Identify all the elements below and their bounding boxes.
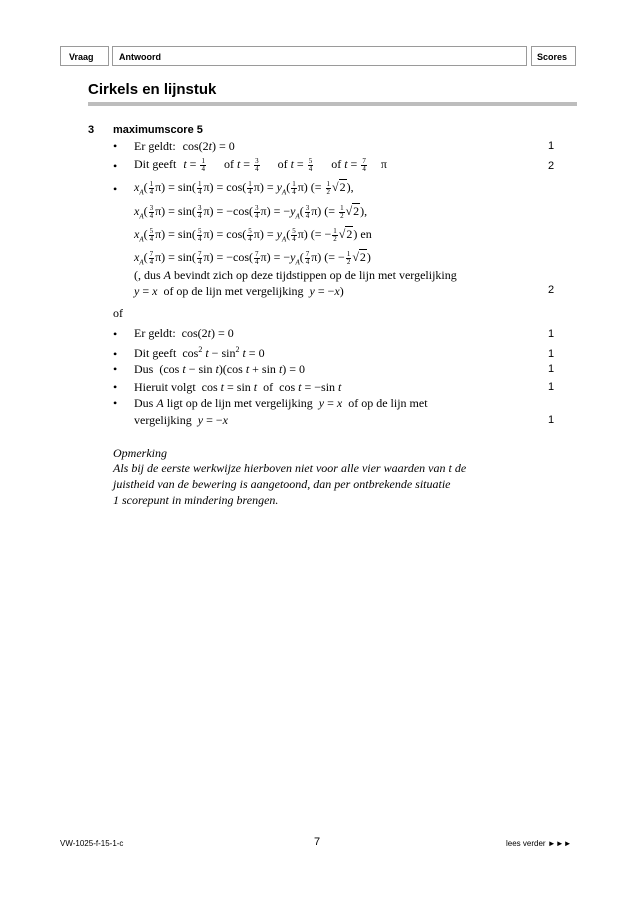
- bullet: •: [113, 159, 118, 173]
- bullet: •: [113, 396, 118, 410]
- title-rule: [88, 102, 577, 106]
- footer-continue: lees verder ►►►: [506, 839, 572, 848]
- header-antwoord: Antwoord: [112, 46, 527, 66]
- conclusion-line-1: (, dus A bevindt zich op deze tijdstippen op de lijn met vergelijking: [134, 268, 457, 282]
- alt-score-5: 1: [548, 414, 555, 426]
- alt-score-1: 1: [548, 328, 555, 340]
- alt-step-4: Hieruit volgt cos t = sin t of cos t = −sin t: [134, 380, 342, 394]
- alt-step-5-line-1: Dus A ligt op de lijn met vergelijking y = x of op de lijn met: [134, 396, 428, 410]
- alt-score-2: 1: [548, 348, 555, 360]
- bullet: •: [113, 380, 118, 394]
- remark-line-2: juistheid van de bewering is aangetoond, dan per ontbrekende situatie: [113, 477, 451, 491]
- remark-line-3: 1 scorepunt in mindering brengen.: [113, 493, 279, 507]
- eq-1: $x_A$( $\frac{1}{4}$ π) = sin( $\frac{1}{4}$ π) = cos( $\frac{1}{4}$ $\pi) = y_A$( $\frac{1}{4}$ π) (= $\frac{1}{2}$ √2),: [134, 179, 354, 197]
- score-2: 2: [548, 160, 555, 172]
- conclusion-line-2: y = x of op de lijn met vergelijking y = −x): [134, 284, 344, 298]
- page-number: 7: [314, 836, 321, 848]
- remark-heading: Opmerking: [113, 446, 167, 460]
- bullet: •: [113, 362, 118, 376]
- alt-step-3: Dus (cos t − sin t)(cos t + sin t) = 0: [134, 362, 306, 376]
- remark-line-1: Als bij de eerste werkwijze hierboven niet voor alle vier waarden van t de: [113, 461, 467, 475]
- header-vraag: Vraag: [60, 46, 109, 66]
- alt-step-5-line-2: vergelijking y = −x: [134, 413, 228, 427]
- bullet: •: [113, 182, 118, 196]
- alt-score-3: 1: [548, 363, 555, 375]
- bullet: •: [113, 139, 118, 153]
- max-score: maximumscore 5: [113, 124, 203, 136]
- eq-2: $x_A$( $\frac{3}{4}$ π) = sin( $\frac{3}{4}$ π) = −cos( $\frac{3}{4}$ $\pi) = -y_A$( $\frac{3}{4}$ π) (= $\frac{1}{2}$ √2),: [134, 203, 368, 221]
- alt-score-4: 1: [548, 381, 555, 393]
- step-2-text: Dit geeft t = $\frac{1}{4}$ of t = $\frac{3}{4}$ of t = $\frac{5}{4}$ of t = $\frac{7}{4}$ π: [134, 156, 387, 173]
- eq-3: $x_A$( $\frac{5}{4}$ π) = sin( $\frac{5}{4}$ π) = cos( $\frac{5}{4}$ $\pi) = y_A$( $\frac{5}{4}$ π) (= − $\frac{1}{2}$ √2) en: [134, 226, 372, 244]
- step-1-text: Er geldt: cos(2t) = 0: [134, 139, 235, 153]
- score-1: 1: [548, 140, 555, 152]
- score-conclusion: 2: [548, 284, 555, 296]
- page-title: Cirkels en lijnstuk: [88, 81, 217, 98]
- footer-code: VW-1025-f-15-1-c: [60, 839, 124, 848]
- bullet: •: [113, 327, 118, 341]
- bullet: •: [113, 347, 118, 361]
- alternative-label: of: [113, 306, 123, 320]
- alt-step-1: Er geldt: cos(2t) = 0: [134, 326, 234, 340]
- question-number: 3: [88, 124, 95, 136]
- eq-4: $x_A$( $\frac{7}{4}$ π) = sin( $\frac{7}{4}$ π) = −cos( $\frac{7}{4}$ $\pi) = -y_A$( $\frac{7}{4}$ π) (= − $\frac{1}{2}$ √2): [134, 249, 371, 267]
- header-scores: Scores: [531, 46, 576, 66]
- alt-step-2: Dit geeft $\cos^2 t - \sin^2 t = 0$: [134, 345, 265, 360]
